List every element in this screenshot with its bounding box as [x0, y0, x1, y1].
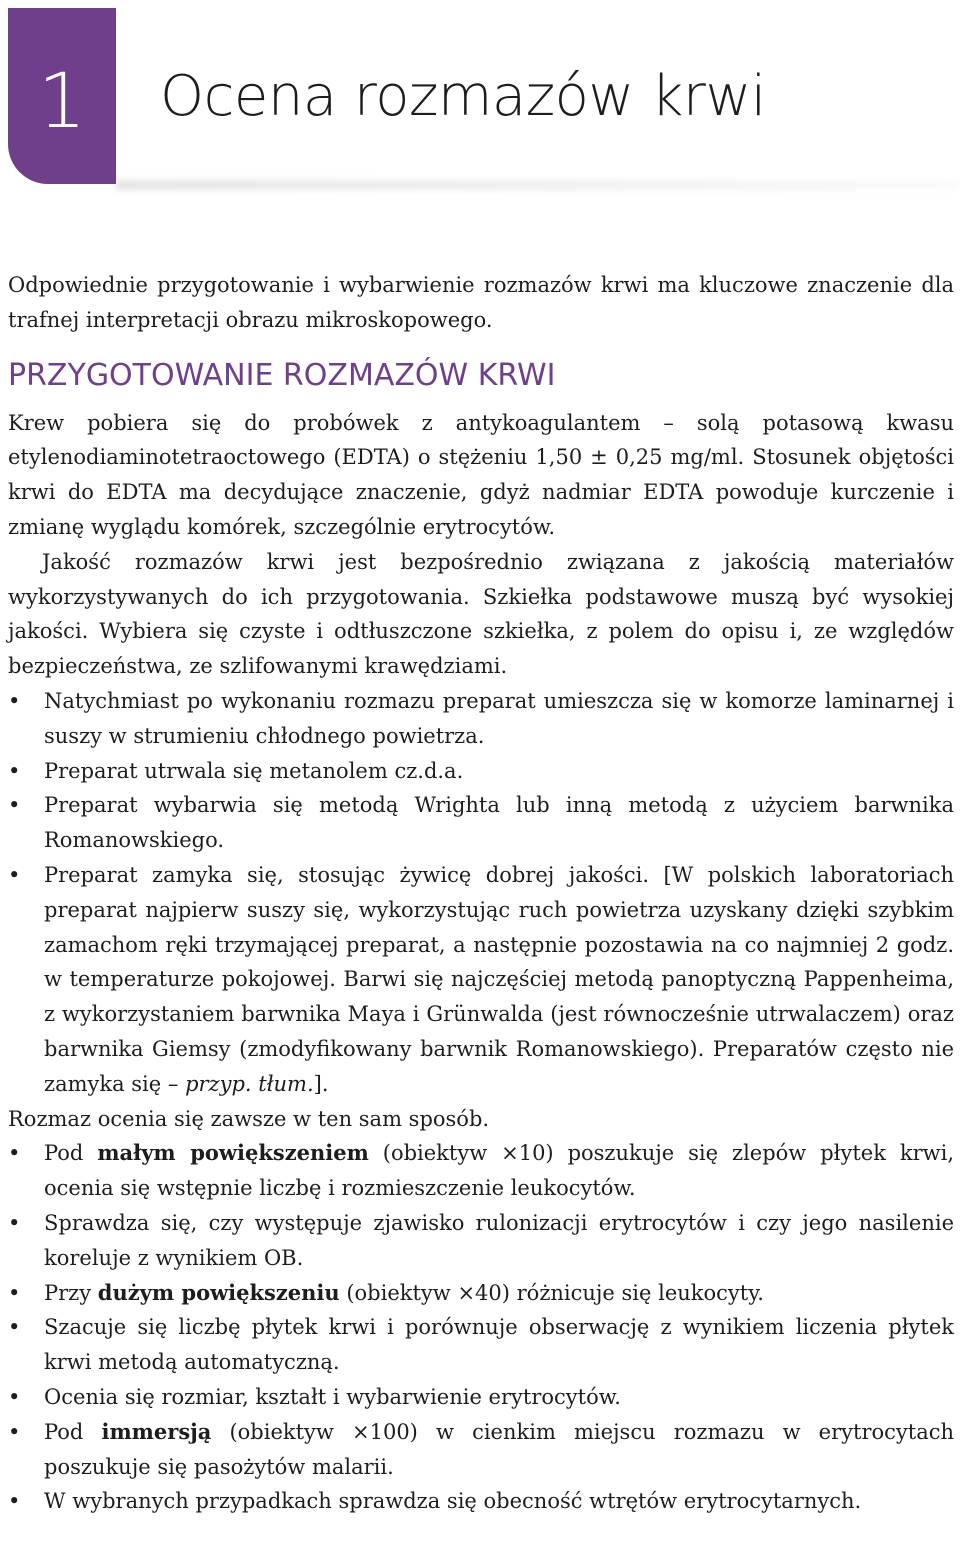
list-item-text: Preparat utrwala się metanolem cz.d.a.	[44, 758, 464, 783]
translator-note: przyp. tłum.	[185, 1071, 314, 1096]
bold-term: immersją	[101, 1418, 212, 1444]
chapter-number: 1	[37, 56, 87, 145]
page-content	[8, 268, 954, 1519]
bullet-icon: •	[8, 1384, 21, 1409]
list-item-text: (obiektyw ×100) w cienkim miejscu rozmazu w erytrocytach poszukuje się pasożytów malarii.	[44, 1419, 954, 1479]
bullet-icon: •	[8, 1315, 21, 1340]
bold-term: dużym powiększeniu	[97, 1279, 340, 1305]
preparation-list	[8, 684, 954, 1102]
list-item-text: (obiektyw ×10) poszukuje się zlepów płytek krwi, ocenia się wstępnie liczbę i rozmieszczenie leukocytów.	[44, 1141, 954, 1201]
chapter-number-tab	[8, 8, 116, 184]
header-shadow	[116, 180, 960, 190]
list-item	[8, 788, 954, 858]
list-item-text: Natychmiast po wykonaniu rozmazu preparat umieszcza się w komorze laminarnej i suszy w strumieniu chłodnego powietrza.	[44, 688, 954, 748]
chapter-title: Ocena rozmazów krwi	[160, 64, 766, 129]
list-item-text: W wybranych przypadkach sprawdza się obecność wtrętów erytrocytarnych.	[44, 1489, 862, 1514]
list-item-text: (obiektyw ×40) różnicuje się leukocyty.	[339, 1280, 764, 1305]
list-item	[8, 1136, 954, 1206]
list-item	[8, 858, 954, 1102]
paragraph-slides: Jakość rozmazów krwi jest bezpośrednio związana z jakością materiałów wykorzystywanych do ich przygotowania. Szkiełka podstawowe muszą być wysokiej jakości. Wybiera się czyste i odtłuszczone szkiełka, z polem do opisu i, ze względów bezpieczeństwa, ze szlifowanymi krawędziami.	[8, 549, 954, 679]
assessment-list	[8, 1136, 954, 1519]
bold-term: małym powiększeniem	[97, 1140, 369, 1166]
list-item	[8, 1276, 954, 1311]
list-item-text: Ocenia się rozmiar, kształt i wybarwienie erytrocytów.	[44, 1384, 621, 1409]
list-item-text: Pod	[44, 1419, 102, 1444]
list-item-text: Szacuje się liczbę płytek krwi i porównuje obserwację z wynikiem liczenia płytek krwi metodą automatyczną.	[44, 1315, 954, 1375]
bullet-icon: •	[8, 1419, 21, 1444]
paragraph-assessment: Rozmaz ocenia się zawsze w ten sam sposób.	[8, 1106, 490, 1131]
list-item-text: Pod	[44, 1141, 98, 1166]
bullet-icon: •	[8, 758, 21, 783]
list-item	[8, 754, 954, 789]
list-item	[8, 1484, 954, 1519]
list-item-text: Sprawdza się, czy występuje zjawisko rulonizacji erytrocytów i czy jego nasilenie koreluje z wynikiem OB.	[44, 1210, 954, 1270]
list-item	[8, 1415, 954, 1485]
chapter-header	[0, 0, 960, 190]
bullet-icon: •	[8, 862, 21, 887]
paragraph-edta: Krew pobiera się do probówek z antykoagulantem – solą potasową kwasu etylenodiaminotetraoctowego (EDTA) o stężeniu 1,50 ± 0,25 mg/ml. Stosunek objętości krwi do EDTA ma decydujące znaczenie, gdyż nadmiar EDTA powoduje kurczenie i zmianę wyglądu komórek, szczególnie erytrocytów.	[8, 410, 954, 539]
list-item-text: Przy	[44, 1280, 98, 1305]
list-item-text: Preparat zamyka się, stosując żywicę dobrej jakości. [W polskich laboratoriach preparat najpierw suszy się, wykorzystując ruch powietrza uzyskany dzięki szybkim zamachom ręki trzymającej preparat, a następnie pozostawia na co najmniej 2 godz. w temperaturze pokojowej. Barwi się najczęściej metodą panoptyczną Pappenheima, z wykorzystaniem barwnika Maya i Grünwalda (jest równocześnie utrwalaczem) oraz barwnika Giemsy (zmodyfikowany barwnik Romanowskiego). Preparatów często nie zamyka się –	[44, 862, 954, 1096]
list-item	[8, 684, 954, 754]
bullet-icon: •	[8, 1210, 21, 1235]
bullet-icon: •	[8, 688, 21, 713]
list-item-text: Preparat wybarwia się metodą Wrighta lub inną metodą z użyciem barwnika Romanowskiego.	[44, 793, 954, 853]
intro-paragraph: Odpowiednie przygotowanie i wybarwienie rozmazów krwi ma kluczowe znaczenie dla trafnej interpretacji obrazu mikroskopowego.	[8, 273, 954, 332]
list-item-tail: ].	[313, 1071, 329, 1096]
bullet-icon: •	[8, 793, 21, 818]
list-item	[8, 1380, 954, 1415]
bullet-icon: •	[8, 1489, 21, 1514]
list-item	[8, 1310, 954, 1380]
bullet-icon: •	[8, 1280, 21, 1305]
bullet-icon: •	[8, 1141, 21, 1166]
list-item	[8, 1206, 954, 1276]
section-heading: PRZYGOTOWANIE ROZMAZÓW KRWI	[8, 357, 556, 393]
